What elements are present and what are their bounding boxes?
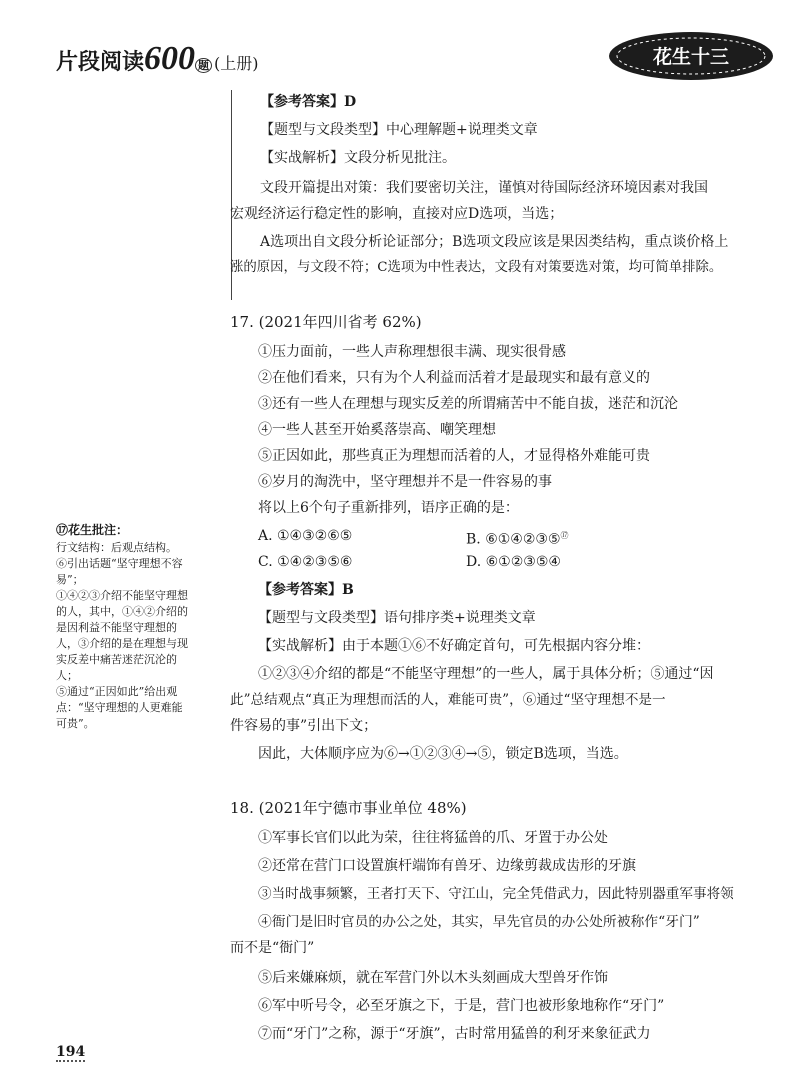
question17-analysis-line1: 【实战解析】由于本题①⑥不好确定首句，可先根据内容分堆： [258,638,650,654]
question18-sentence-2: ②还常在营门口设置旗杆端饰有兽牙、边缘剪裁成齿形的牙旗 [258,858,636,874]
sidebar-line: 易”； [56,573,84,586]
question18-sentence-3: ③当时战事频繁，王者打天下、守江山，完全凭借武力，因此特别器重军事将领 [258,886,734,902]
book-title-prefix: 片段阅读 [56,49,145,75]
question17-sentence-4: ④一些人甚至开始奚落崇高、嘲笑理想 [258,422,496,438]
book-title [56,40,259,78]
question17-analysis-line3: 此”总结观点“真正为理想而活的人，难能可贵”，⑥通过“坚守理想不是一 [230,692,666,708]
book-volume: (上册) [214,54,259,73]
sidebar-line: 是因利益不能坚守理想的 [56,621,177,634]
answer16-para2-line2: 涨的原因，与文段不符；C选项为中性表达，文段有对策要选对策，均可简单排除。 [230,260,723,275]
question17-title: 17. (2021年四川省考 62%) [230,313,422,331]
book-title-ti: 题 [195,58,212,73]
sidebar-line: 可贵”。 [56,717,95,730]
question17-option-c: C. ①④②③⑤⑥ [258,554,353,570]
question18-sentence-7: ⑦而“牙门”之称，源于“牙旗”，古时常用猛兽的利牙来象征武力 [258,1026,651,1042]
answer16-ref-answer: 【参考答案】D [260,94,357,110]
answer16-para1-line2: 宏观经济运行稳定性的影响，直接对应D选项，当选； [230,206,564,222]
page-header [0,0,800,88]
sidebar-line: 人； [56,669,78,682]
question17-analysis-line2: ①②③④介绍的都是“不能坚守理想”的一些人，属于具体分析；⑤通过“因 [258,666,714,682]
question17-analysis-line4: 件容易的事”引出下文； [230,718,378,734]
question18-sentence-6: ⑥军中听号令，必至牙旗之下，于是，营门也被形象地称作“牙门” [258,998,665,1014]
question17-option-b: B. ⑥①④②③⑤⑰ [466,531,569,548]
question17-ref-answer: 【参考答案】B [258,582,354,598]
question17-sentence-1: ①压力面前，一些人声称理想很丰满、现实很骨感 [258,344,566,360]
sidebar-line: 行文结构：后观点结构。 [56,541,177,554]
sidebar-line: 点：“坚守理想的人更难能 [56,701,183,714]
question17-sentence-5: ⑤正因如此，那些真正为理想而活着的人，才显得格外难能可贵 [258,448,650,464]
brand-logo [606,26,776,84]
logo-text: 花生十三 [652,46,730,68]
question18-sentence-4-line1: ④衙门是旧时官员的办公之处，其实，早先官员的办公处所被称作“牙门” [258,914,700,930]
sidebar-line: ⑤通过“正因如此”给出观 [56,685,178,698]
page-number: 194 [56,1044,86,1060]
question17-sentence-3: ③还有一些人在理想与现实反差的所谓痛苦中不能自拔，迷茫和沉沦 [258,396,678,412]
sidebar-line: 人，③介绍的是在理想与现 [56,637,188,650]
question18-sentence-1: ①军事长官们以此为荣，往往将猛兽的爪、牙置于办公处 [258,830,608,846]
question18-title: 18. (2021年宁德市事业单位 48%) [230,799,467,817]
question18-sentence-4-line2: 而不是“衙门” [230,940,315,956]
option-b-note-marker: ⑰ [560,531,569,540]
question17-sentence-6: ⑥岁月的淘洗中，坚守理想并不是一件容易的事 [258,474,552,490]
question17-analysis-line5: 因此，大体顺序应为⑥→①②③④→⑤，锁定B选项，当选。 [258,746,628,762]
sidebar-annotation [56,522,206,732]
question17-option-a: A. ①④③②⑥⑤ [258,528,353,544]
book-title-number: 600 [144,40,196,77]
answer16-para1-line1: 文段开篇提出对策：我们要密切关注，谨慎对待国际经济环境因素对我国 [260,180,708,196]
question17-sentence-2: ②在他们看来，只有为个人利益而活着才是最现实和最有意义的 [258,370,650,386]
sidebar-line: ⑥引出话题“坚守理想不容 [56,557,183,570]
answer16-analysis-label: 【实战解析】文段分析见批注。 [260,150,456,166]
question17-question-type: 【题型与文段类型】语句排序类+说理类文章 [258,610,536,626]
sidebar-line: 实反差中痛苦迷茫沉沦的 [56,653,177,666]
sidebar-title: ⑰花生批注： [56,523,129,537]
sidebar-line: 的人，其中，①④②介绍的 [56,605,188,618]
question18-sentence-5: ⑤后来嫌麻烦，就在军营门外以木头刻画成大型兽牙作饰 [258,970,608,986]
question17-option-d: D. ⑥①②③⑤④ [466,554,561,570]
answer16-para2-line1: A选项出自文段分析论证部分；B选项文段应该是果因类结构，重点谈价格上 [260,234,729,250]
question17-prompt: 将以上6个句子重新排列，语序正确的是： [258,500,519,516]
sidebar-line: ①④②③介绍不能坚守理想 [56,589,188,602]
answer16-question-type: 【题型与文段类型】中心理解题+说理类文章 [260,122,538,138]
